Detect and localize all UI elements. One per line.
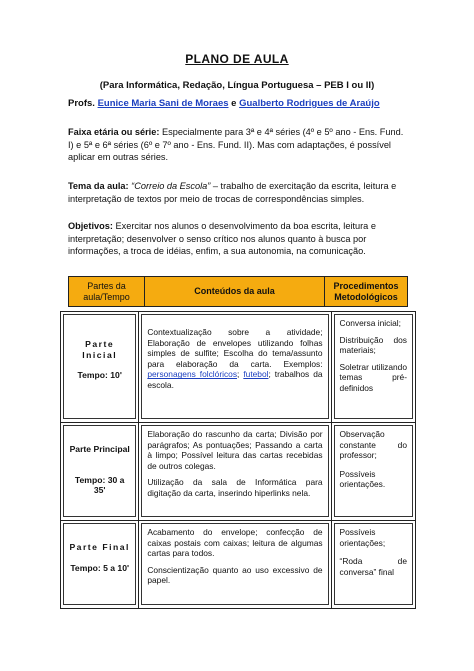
objectives-paragraph (68, 220, 408, 258)
content-text-end: ; trabalhos da escola. (147, 369, 323, 390)
lesson-table (60, 311, 416, 609)
row-content-cell (139, 521, 331, 609)
page-title: PLANO DE AULA (185, 52, 289, 66)
content-text: Contextualização sobre a atividade; Elaboração de envelopes utilizando folhas simples de sulfite; Escolha do tema/assunto para elaboração da carta. Exemplos: (147, 327, 323, 369)
row-part-cell (61, 423, 139, 521)
row-content-cell (139, 423, 331, 521)
part-time: Tempo: 10' (77, 370, 122, 381)
table-row (61, 312, 416, 423)
authors-conjunction: e (231, 98, 237, 109)
age-range-label: Faixa etária ou série: (68, 127, 160, 137)
part-name: Parte Final (69, 542, 130, 552)
theme-paragraph (68, 180, 408, 205)
objectives-text: Exercitar nos alunos o desenvolvimento da boa escrita, leitura e interpretação; desenvolver o senso crítico nos alunos quanto à busca por informações, a troca de idéias, enfim, a sua autonomia, na comunicação. (68, 221, 376, 257)
header-procedures: Procedimentos Metodológicos (333, 280, 399, 302)
procedure-item: Possíveis orientações. (339, 468, 386, 490)
authors-label: Profs. (68, 98, 95, 109)
procedure-item: Possíveis orientações; (339, 527, 386, 548)
content-text: Elaboração do rascunho da carta; Divisão por parágrafos; As pontuações; Passando a carta à limpo; Possível leitura das cartas recebidas de outros colegas. (147, 429, 323, 471)
authors-line (68, 98, 380, 109)
content-text: Utilização da sala de Informática para digitação da carta, inserindo hiperlinks nela. (147, 477, 323, 498)
theme-text: – trabalho de exercitação da escrita, leitura e interpretação de textos por meio de trocas de correspondências simples. (68, 181, 397, 204)
table-header (68, 276, 408, 307)
part-name: Parte Principal (69, 444, 130, 454)
procedure-item: Distribuição dos materiais; (339, 334, 407, 356)
procedure-item: “Roda de conversa” final (339, 556, 407, 577)
age-range-paragraph (68, 126, 408, 164)
table-row (61, 521, 416, 609)
row-procedure-cell (331, 521, 415, 609)
row-content-cell (139, 312, 331, 423)
content-separator: ; (237, 369, 240, 380)
header-parts: Partes da aula/Tempo (69, 277, 145, 306)
row-part-cell (61, 312, 139, 423)
procedure-item: Soletrar utilizando temas pré-definidos (339, 361, 407, 393)
part-time: Tempo: 5 a 10' (70, 562, 130, 573)
theme-title: “Correio da Escola” (131, 181, 211, 191)
author-link-eunice[interactable]: Eunice Maria Sani de Moraes (97, 98, 229, 109)
author-link-gualberto[interactable]: Gualberto Rodrigues de Araújo (239, 98, 380, 109)
row-procedure-cell (331, 312, 415, 423)
page-subtitle: (Para Informática, Redação, Língua Portuguesa – PEB I ou II) (99, 80, 375, 91)
part-time: Tempo: 30 a 35' (74, 474, 125, 496)
link-personagens-folcloricos[interactable]: personagens folclóricos (147, 369, 238, 380)
row-part-cell (61, 521, 139, 609)
header-contents: Conteúdos da aula (145, 277, 325, 306)
objectives-label: Objetivos: (68, 221, 113, 231)
table-row (61, 423, 416, 521)
row-procedure-cell (331, 423, 415, 521)
theme-label: Tema da aula: (68, 181, 129, 191)
part-name: Parte Inicial (82, 339, 118, 360)
content-text: Acabamento do envelope; confecção de caixas postais com caixas; leitura de algumas cartas para todos. (147, 527, 323, 559)
content-text: Conscientização quanto ao uso excessivo de papel. (147, 564, 323, 586)
link-futebol[interactable]: futebol (243, 369, 269, 380)
procedure-item: Observação constante do professor; (339, 429, 407, 461)
age-range-text: Especialmente para 3ª e 4ª séries (4º e 5º ano - Ens. Fund. I) e 5ª e 6ª séries (6º e 7º ano - Ens. Fund. II). Mas com adaptações, é possível aplicar em outras séries. (68, 127, 404, 163)
procedure-item: Conversa inicial; (339, 318, 401, 328)
